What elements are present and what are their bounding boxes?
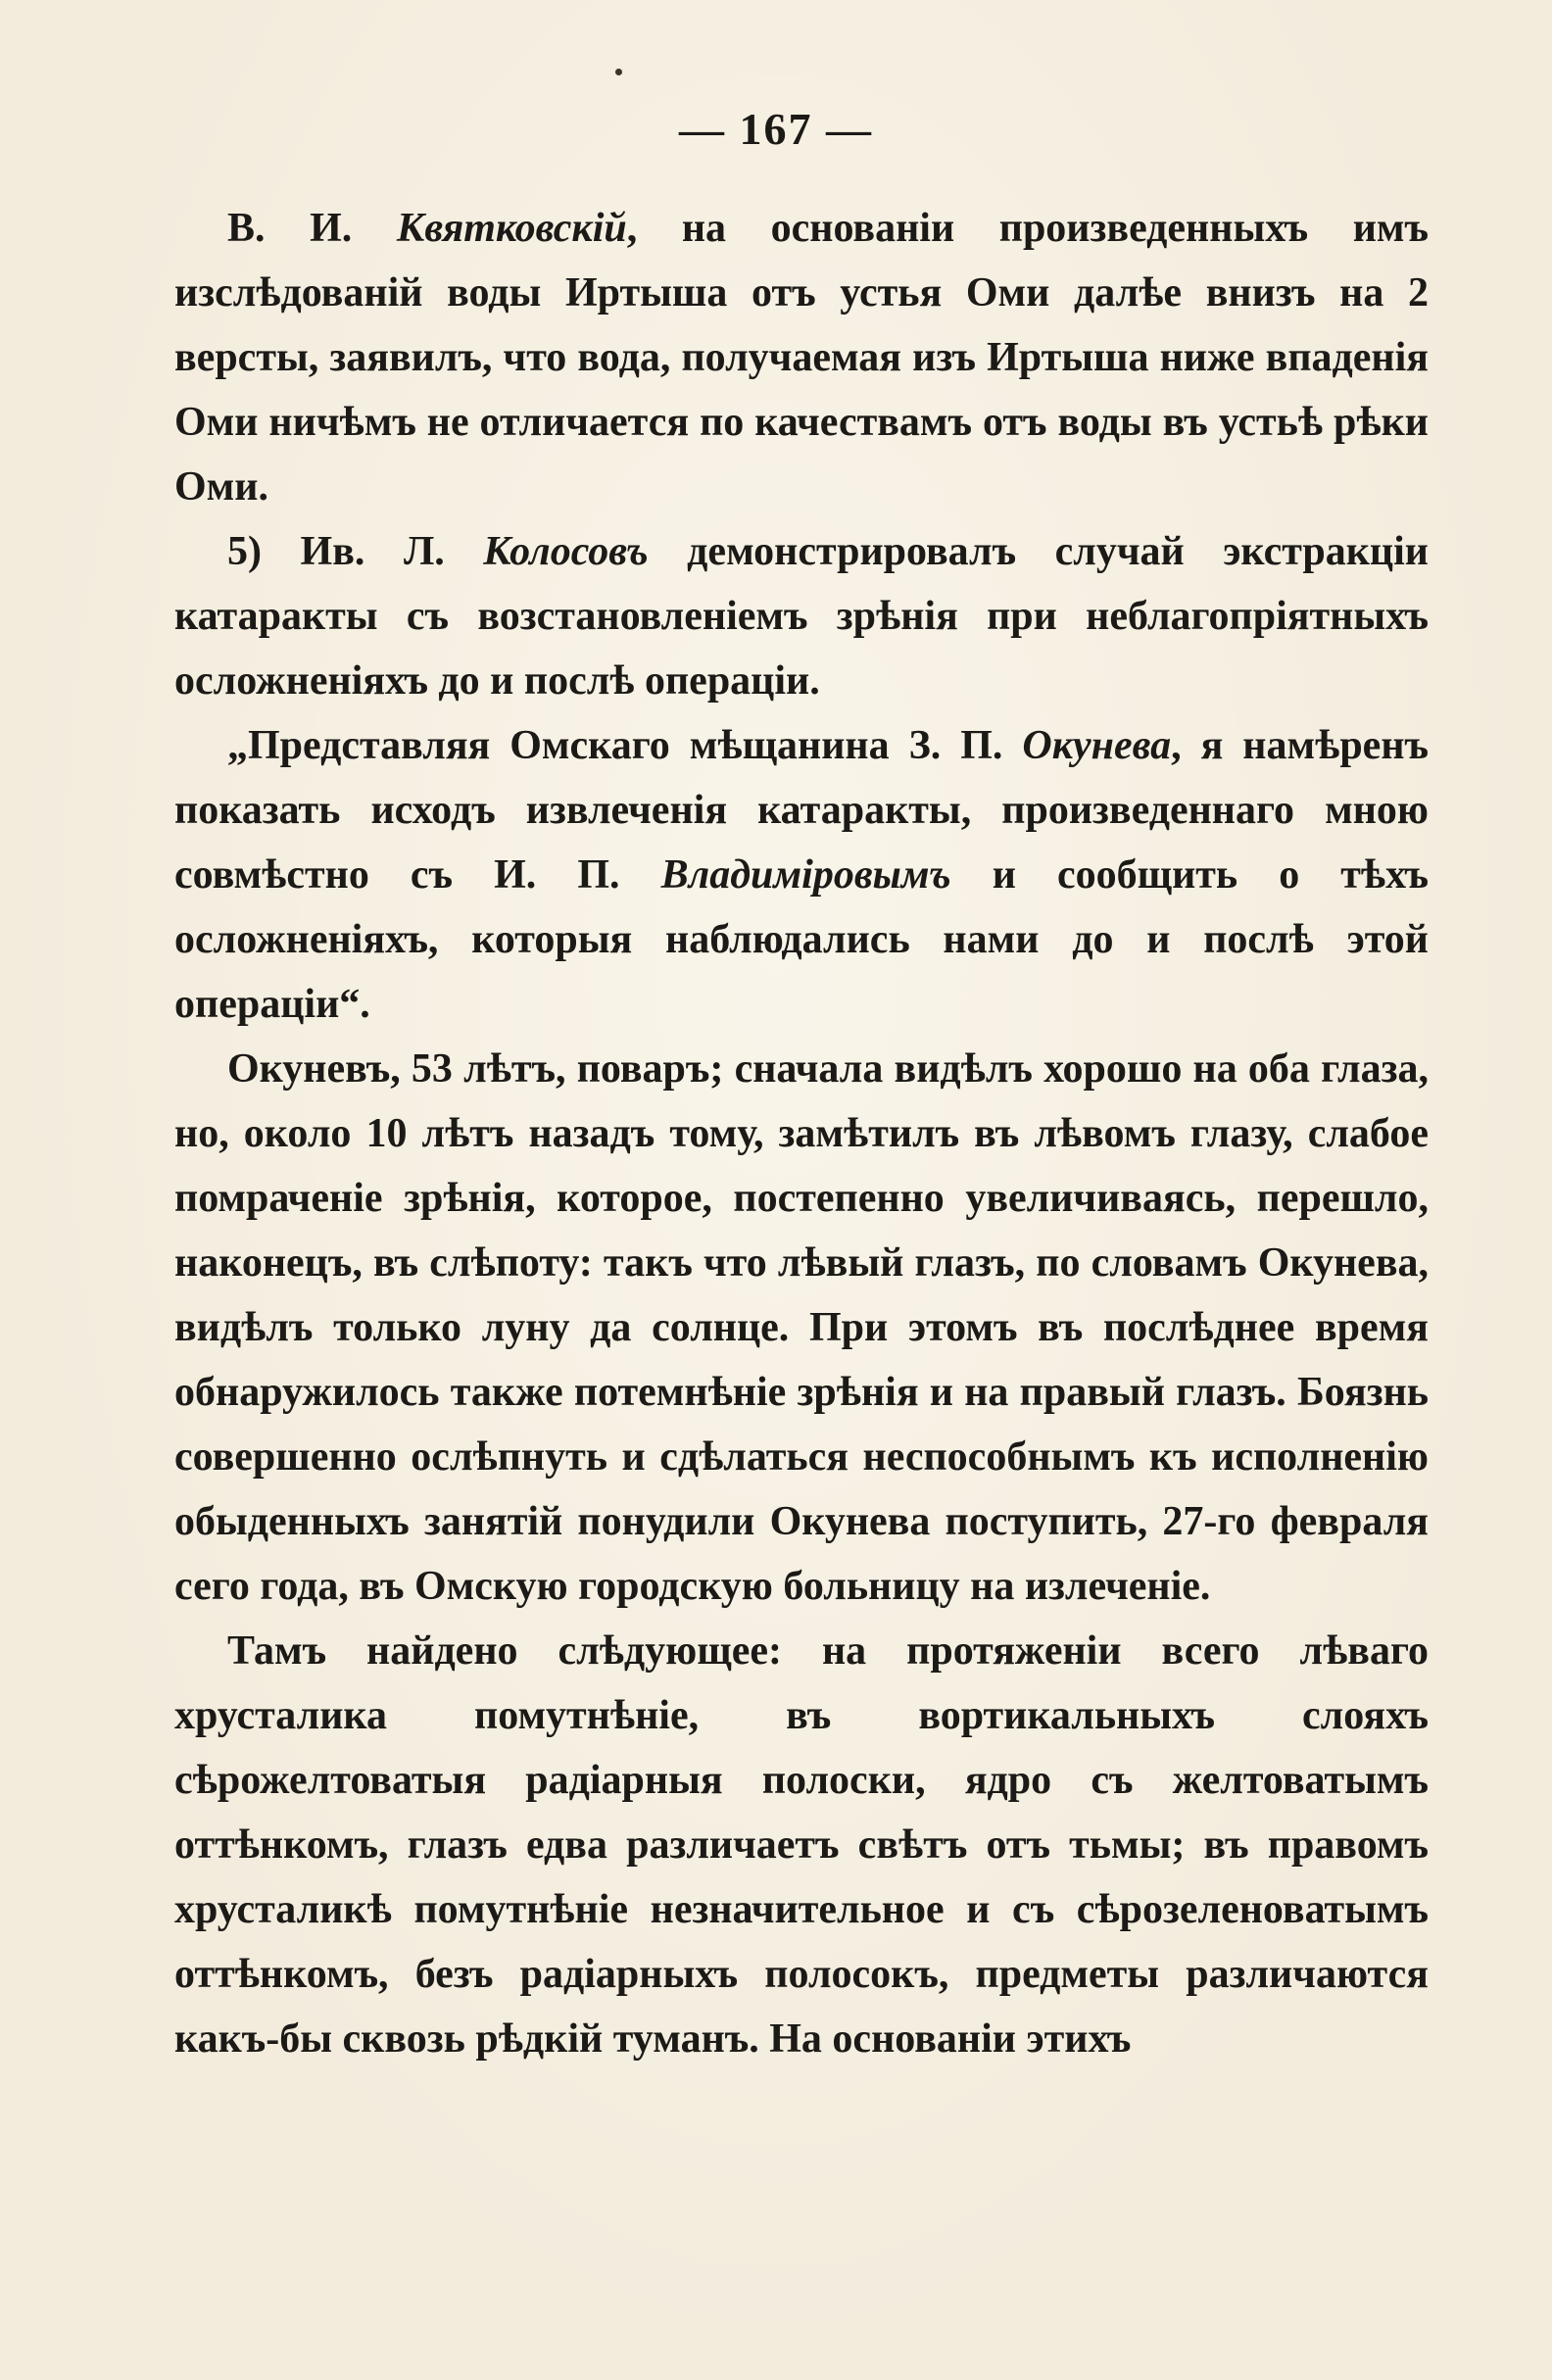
text-segment: В. И. bbox=[227, 206, 397, 251]
italic-name: Окунева bbox=[1022, 723, 1172, 768]
text-segment: „Представляя Омскаго мѣщанина З. П. bbox=[227, 723, 1023, 768]
paragraph bbox=[174, 1619, 1429, 2071]
paragraph bbox=[174, 713, 1429, 1037]
text-segment: , я намѣренъ показать исходъ извлеченія катаракты, произведеннаго мною совмѣстно съ И. П. bbox=[174, 723, 1430, 898]
text-segment: Окуневъ, 53 лѣтъ, поваръ; сначала видѣлъ хорошо на оба глаза, но, около 10 лѣтъ назадъ тому, замѣтилъ въ лѣвомъ глазу, слабое помраченіе зрѣнія, которое, постепенно увеличиваясь, перешло, наконецъ, въ слѣпоту: такъ что лѣвый глазъ, по словамъ Окунева, видѣлъ только луну да солнце. При этомъ въ послѣднее время обнаружилось также потемнѣніе зрѣнія и на правый глазъ. Боязнь совершенно ослѣпнуть и сдѣлаться неспособнымъ къ исполненію обыденныхъ занятій понудили Окунева поступить, 27-го февраля сего года, въ Омскую городскую больницу на излеченіе. bbox=[174, 1046, 1429, 1609]
paragraph bbox=[174, 1037, 1429, 1619]
ink-dot-mark bbox=[615, 69, 622, 75]
italic-name: Колосовъ bbox=[483, 529, 649, 574]
text-segment: демонстрировалъ случай экстракціи катаракты съ возстановленіемъ зрѣнія при неблагопріятныхъ осложненіяхъ до и послѣ операціи. bbox=[174, 529, 1429, 704]
paragraph bbox=[174, 519, 1429, 713]
text-segment: и сообщить о тѣхъ осложненіяхъ, которыя наблюдались нами до и послѣ этой операціи“. bbox=[174, 852, 1430, 1027]
text-segment: , на основаніи произведенныхъ имъ изслѣдованій воды Иртыша отъ устья Оми далѣе внизъ на 2 версты, заявилъ, что вода, получаемая изъ Иртыша ниже впаденія Оми ничѣмъ не отличается по качествамъ отъ воды въ устьѣ рѣки Оми. bbox=[174, 206, 1430, 510]
italic-name: Квятковскій bbox=[396, 206, 627, 251]
italic-name: Владиміровымъ bbox=[660, 852, 951, 898]
text-segment: 5) Ив. Л. bbox=[227, 529, 484, 574]
paragraph bbox=[174, 196, 1429, 519]
text-segment: Тамъ найдено слѣдующее: на протяженіи всего лѣваго хрусталика помутнѣніе, въ вортикальныхъ слояхъ сѣрожелтоватыя радіарныя полоски, ядро съ желтоватымъ оттѣнкомъ, глазъ едва различаетъ свѣтъ отъ тьмы; въ правомъ хрусталикѣ помутнѣніе незначительное и съ сѣрозеленоватымъ оттѣнкомъ, безъ радіарныхъ полосокъ, предметы различаются какъ-бы сквозь рѣдкій туманъ. На основаніи этихъ bbox=[174, 1628, 1429, 2062]
body-text bbox=[174, 196, 1429, 2071]
page-number: — 167 — bbox=[679, 104, 873, 154]
